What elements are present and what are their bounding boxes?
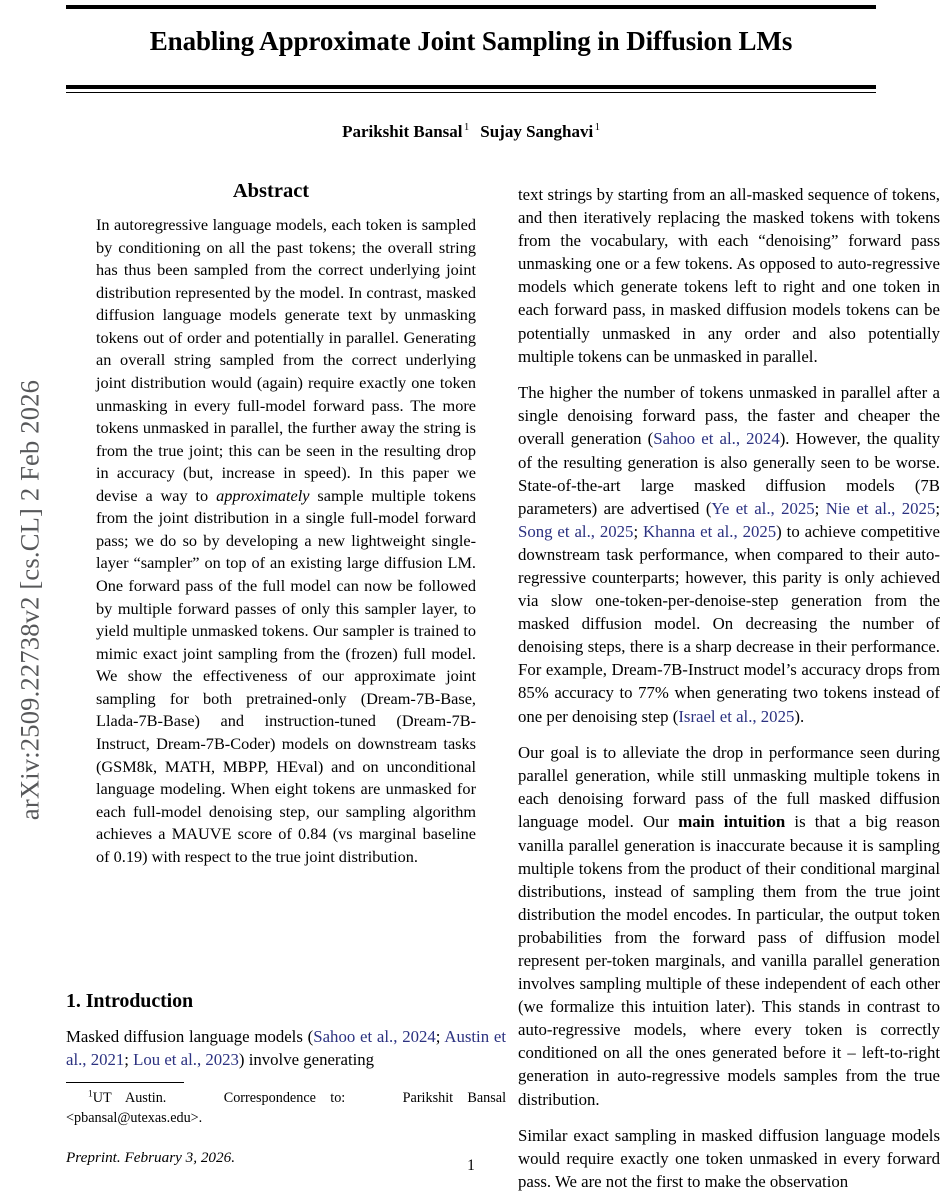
citation-sahoo-2024-2[interactable]: Sahoo et al., 2024 (653, 429, 780, 449)
right-paragraph-4: Similar exact sampling in masked diffusion language models would require exactly one token unmasked in every forward pass. We are not the first to make the observation (518, 1126, 940, 1192)
intro-text-c: ; (124, 1050, 134, 1070)
abstract-text-part-2: sample multiple tokens from the joint distribution in a single full-model forward pass; we do so by developing a new lightweight single-layer “sampler” on top of an existing large diffusion LM. One forward pass of the full model can now be followed by multiple forward passes of only this sampler layer, to yield multiple unmasked tokens. Our sampler is trained to mimic exact joint sampling from the (frozen) full model. We show the effectiveness of our approximate joint sampling for both pretrained-only (Dream-7B-Base, Llada-7B-Base) and instruction-tuned (Dream-7B-Instruct, Dream-7B-Coder) models on downstream tasks (GSM8k, MATH, MBPP, HEval) and on unconditional language modeling. When eight tokens are unmasked for each full-model denoising step, our sampling algorithm achieves a MAUVE score of 0.84 (vs marginal baseline of 0.19) with respect to the true joint distribution. (96, 485, 476, 866)
p2-text-f: ) to achieve competitive downstream task performance, when compared to their auto-regressive counterparts; however, this parity is only achieved via slow one-token-per-denoise-step generation from the masked diffusion model. On decreasing the number of denoising steps, there is a sharp decrease in their performance. For example, Dream-7B-Instruct model’s accuracy drops from 85% accuracy to 77% when generating two tokens instead of one per denoising step ( (518, 521, 941, 726)
header-rule-top (66, 5, 876, 9)
footnote-correspondence-name: Parikshit Bansal (402, 1090, 507, 1107)
introduction-paragraph (66, 1025, 506, 1071)
footnote-correspondence-label: Correspondence to: (223, 1090, 346, 1107)
citation-austin-2021[interactable]: Austin et al., 2021 (66, 1027, 507, 1070)
author-list (66, 122, 876, 142)
right-paragraph-1: text strings by starting from an all-masked sequence of tokens, and then iteratively replacing the masked tokens with tokens from the vocabulary, with each “denoising” forward pass unmasking one or a few tokens. As opposed to auto-regressive models which generate tokens left to right and one token in each forward pass, in masked diffusion models tokens can be potentially unmasked in any order and also potentially multiple tokens can be unmasked in parallel. (518, 185, 940, 366)
page-title: Enabling Approximate Joint Sampling in Diffusion LMs (149, 26, 793, 56)
citation-khanna-2025[interactable]: Khanna et al., 2025 (643, 521, 777, 541)
p3-bold-phrase: main intuition (678, 812, 786, 832)
preprint-note: Preprint. February 3, 2026. (66, 1148, 236, 1166)
page-number: 1 (467, 1157, 475, 1174)
p2-text-e: ; (633, 521, 644, 541)
footnote (66, 1089, 506, 1127)
footnote-email[interactable]: <pbansal@utexas.edu>. (66, 1109, 203, 1126)
abstract-text-part-1: In autoregressive language models, each token is sampled by conditioning on all the past tokens; the overall string has thus been sampled from the correct underlying joint distribution represented by the model. In contrast, masked diffusion language models generate text by unmasking tokens out of order and potentially in parallel. Generating an overall string sampled from the correct underlying joint distribution would (again) require exactly one token unmasking in every full-model forward pass. The more tokens unmasked in parallel, the further away the string is from the true joint; this can be seen in the resulting drop in accuracy (but, increase in speed). In this paper we devise a way to (96, 215, 476, 505)
author-second-affiliation-marker: 1 (594, 122, 600, 134)
right-column (518, 183, 940, 1193)
introduction-block (66, 990, 506, 1167)
left-column (66, 180, 476, 868)
p2-text-d: ; (935, 498, 940, 518)
header-rule-thin (66, 92, 876, 93)
p2-text-a: The higher the number of tokens unmasked in parallel after a single denoising forward pass, the faster and cheaper the overall generation ( (518, 383, 940, 449)
author-first-affiliation-marker: 1 (464, 122, 470, 134)
author-first: Parikshit Bansal (342, 122, 463, 141)
arxiv-stamp (0, 0, 60, 1200)
section-heading-introduction: 1. Introduction (66, 990, 194, 1012)
intro-text-a: Masked diffusion language models ( (66, 1027, 314, 1046)
citation-israel-2025[interactable]: Israel et al., 2025 (678, 706, 795, 726)
footnote-affiliation: UT Austin. (92, 1090, 167, 1107)
citation-nie-2025[interactable]: Nie et al., 2025 (825, 498, 936, 518)
author-second: Sujay Sanghavi (480, 122, 594, 141)
abstract-body (96, 214, 476, 868)
arxiv-stamp-text: arXiv:2509.22738v2 [cs.CL] 2 Feb 2026 (14, 379, 45, 821)
citation-sahoo-2024[interactable]: Sahoo et al., 2024 (313, 1027, 436, 1046)
intro-text-b: ; (435, 1027, 445, 1046)
abstract-emphasis: approximately (216, 485, 310, 505)
citation-song-2025[interactable]: Song et al., 2025 (518, 521, 634, 541)
footnote-rule (66, 1082, 184, 1083)
right-paragraph-2 (518, 381, 940, 727)
intro-text-d: ) involve generating (238, 1050, 375, 1070)
citation-ye-2025[interactable]: Ye et al., 2025 (711, 498, 815, 518)
p2-text-b: ). However, the quality of the resulting generation is also generally seen to be worse. State-of-the-art large masked diffusion models (7B parameters) are advertised ( (518, 429, 940, 518)
p3-text-a: Our goal is to alleviate the drop in performance seen during parallel generation, while still unmasking multiple tokens in each denoising forward pass of the full masked diffusion language model. Our (518, 743, 940, 832)
p2-text-g: ). (794, 706, 805, 726)
footnote-marker: 1 (88, 1089, 93, 1100)
citation-lou-2023[interactable]: Lou et al., 2023 (133, 1050, 239, 1070)
p3-text-b: is that a big reason vanilla parallel generation is inaccurate because it is sampling multiple tokens from the product of their conditional marginal distributions, instead of sampling them from the true joint distribution the model encodes. In particular, the output token probabilities from the forward pass of diffusion model represent per-token marginals, and vanilla parallel generation involves sampling multiple of these independent of each other (we formalize this intuition later). This stands in contrast to auto-regressive models, where every token is correctly conditioned on all the ones generated before it – left-to-right generation in auto-regressive models samples from the true distribution. (518, 812, 940, 1109)
header-rule-thick (66, 85, 876, 89)
p2-text-c: ; (814, 498, 826, 518)
abstract-heading: Abstract (232, 180, 310, 202)
right-paragraph-3 (518, 741, 940, 1111)
